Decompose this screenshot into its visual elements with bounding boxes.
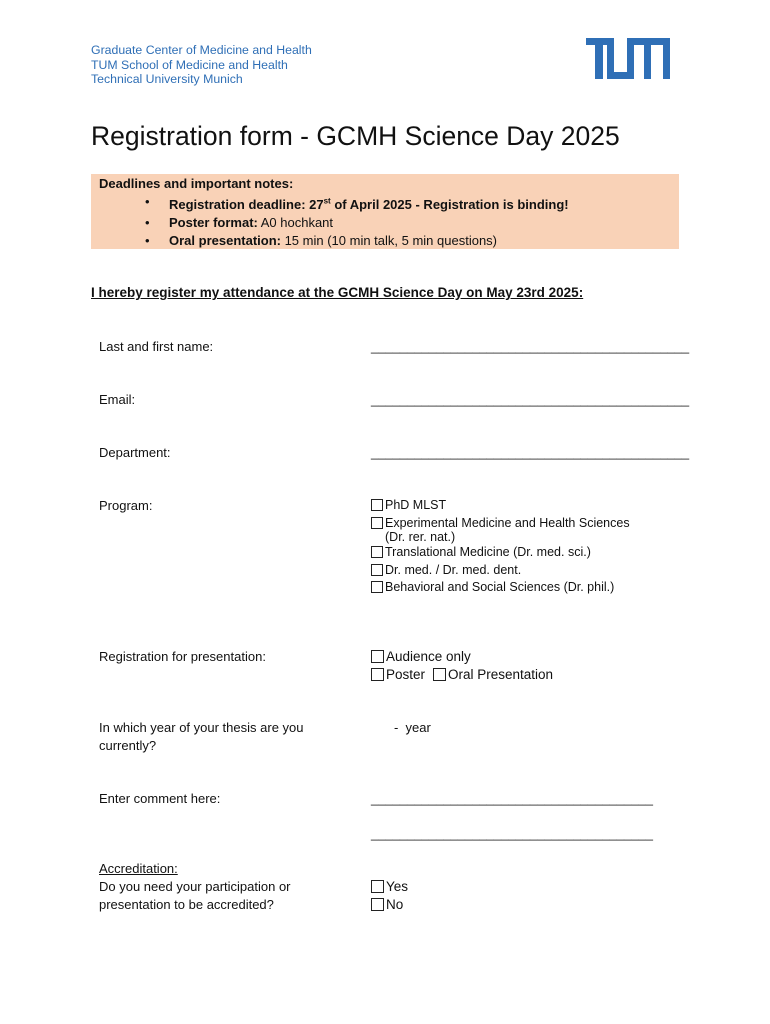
accreditation-option-no[interactable] (371, 896, 403, 914)
notes-item-oral-presentation (91, 232, 569, 250)
program-option-behavioral-social[interactable] (371, 579, 614, 595)
comment-label: Enter comment here: (99, 791, 221, 806)
accreditation-question-line-1: Do you need your participation or (99, 879, 291, 894)
institution-line-3: Technical University Munich (91, 72, 243, 86)
comment-field-line-1[interactable]: _______________________________________ (371, 791, 653, 806)
notes-item-deadline (91, 193, 569, 214)
checkbox-icon[interactable] (371, 880, 384, 893)
deadline-label-rest: of April 2025 - Registration is binding! (330, 197, 569, 213)
accreditation-option-label: No (386, 897, 404, 912)
thesis-year-label (99, 719, 304, 755)
checkbox-icon[interactable] (371, 668, 384, 681)
notes-heading: Deadlines and important notes: (99, 176, 294, 191)
tum-logo (586, 38, 670, 79)
notes-list (91, 193, 569, 250)
program-label: Program: (99, 498, 153, 513)
poster-format-value: A0 hochkant (257, 215, 334, 231)
thesis-year-label-line-1: In which year of your thesis are you (99, 720, 304, 735)
department-field[interactable]: ____________________________________________ (371, 445, 690, 460)
deadline-label: Registration deadline: 27 (169, 197, 324, 213)
accreditation-option-yes[interactable] (371, 878, 408, 896)
oral-presentation-label: Oral presentation: (169, 233, 281, 249)
program-option-label: Translational Medicine (Dr. med. sci.) (385, 545, 591, 559)
accreditation-question-line-2: presentation to be accredited? (99, 897, 274, 912)
email-field[interactable]: ____________________________________________ (371, 392, 690, 407)
program-option-phd-mlst[interactable] (371, 497, 446, 513)
presentation-option-label: Poster (386, 667, 426, 682)
page-title: Registration form - GCMH Science Day 2025 (91, 121, 620, 151)
presentation-option-audience[interactable] (371, 648, 471, 666)
checkbox-icon[interactable] (371, 546, 383, 558)
bullet-icon: • (145, 215, 150, 231)
accreditation-heading: Accreditation: (99, 861, 178, 876)
email-label: Email: (99, 392, 136, 407)
checkbox-icon[interactable] (371, 898, 384, 911)
name-label: Last and first name: (99, 339, 214, 354)
checkbox-icon[interactable] (371, 499, 383, 511)
program-option-label: Dr. med. / Dr. med. dent. (385, 563, 522, 577)
presentation-option-oral[interactable] (433, 666, 553, 684)
bullet-icon: • (145, 194, 150, 209)
program-option-sub-label: (Dr. rer. nat.) (385, 530, 456, 544)
notes-item-poster-format (91, 214, 569, 232)
program-option-label: Experimental Medicine and Health Sciences (385, 516, 630, 530)
institution-line-1: Graduate Center of Medicine and Health (91, 43, 312, 57)
comment-field-line-2[interactable]: _______________________________________ (371, 826, 653, 841)
presentation-option-poster[interactable] (371, 666, 425, 684)
program-option-translational-medicine[interactable] (371, 544, 591, 560)
program-option-experimental-medicine[interactable] (371, 515, 630, 531)
institution-line-2: TUM School of Medicine and Health (91, 57, 288, 72)
registration-declaration: I hereby register my attendance at the GCMH Science Day on May 23rd 2025: (91, 285, 584, 300)
department-label: Department: (99, 445, 171, 460)
program-option-label: Behavioral and Social Sciences (Dr. phil.) (385, 580, 615, 594)
bullet-icon: • (145, 233, 150, 249)
thesis-year-field[interactable]: - year (394, 720, 431, 735)
checkbox-icon[interactable] (371, 581, 383, 593)
checkbox-icon[interactable] (433, 668, 446, 681)
thesis-year-label-line-2: currently? (99, 738, 157, 753)
presentation-label: Registration for presentation: (99, 649, 266, 664)
poster-format-label: Poster format: (169, 215, 258, 231)
deadline-sup: st (323, 197, 331, 206)
program-option-dr-med[interactable] (371, 562, 521, 578)
institution-header (91, 43, 312, 87)
program-option-label: PhD MLST (385, 498, 447, 512)
deadlines-notes-box (91, 174, 679, 249)
checkbox-icon[interactable] (371, 650, 384, 663)
checkbox-icon[interactable] (371, 517, 383, 529)
presentation-option-label: Audience only (386, 649, 471, 664)
accreditation-block (99, 860, 291, 914)
checkbox-icon[interactable] (371, 564, 383, 576)
presentation-option-label: Oral Presentation (448, 667, 554, 682)
accreditation-option-label: Yes (386, 879, 409, 894)
name-field[interactable]: ____________________________________________ (371, 339, 690, 354)
oral-presentation-value: 15 min (10 min talk, 5 min questions) (280, 233, 498, 249)
